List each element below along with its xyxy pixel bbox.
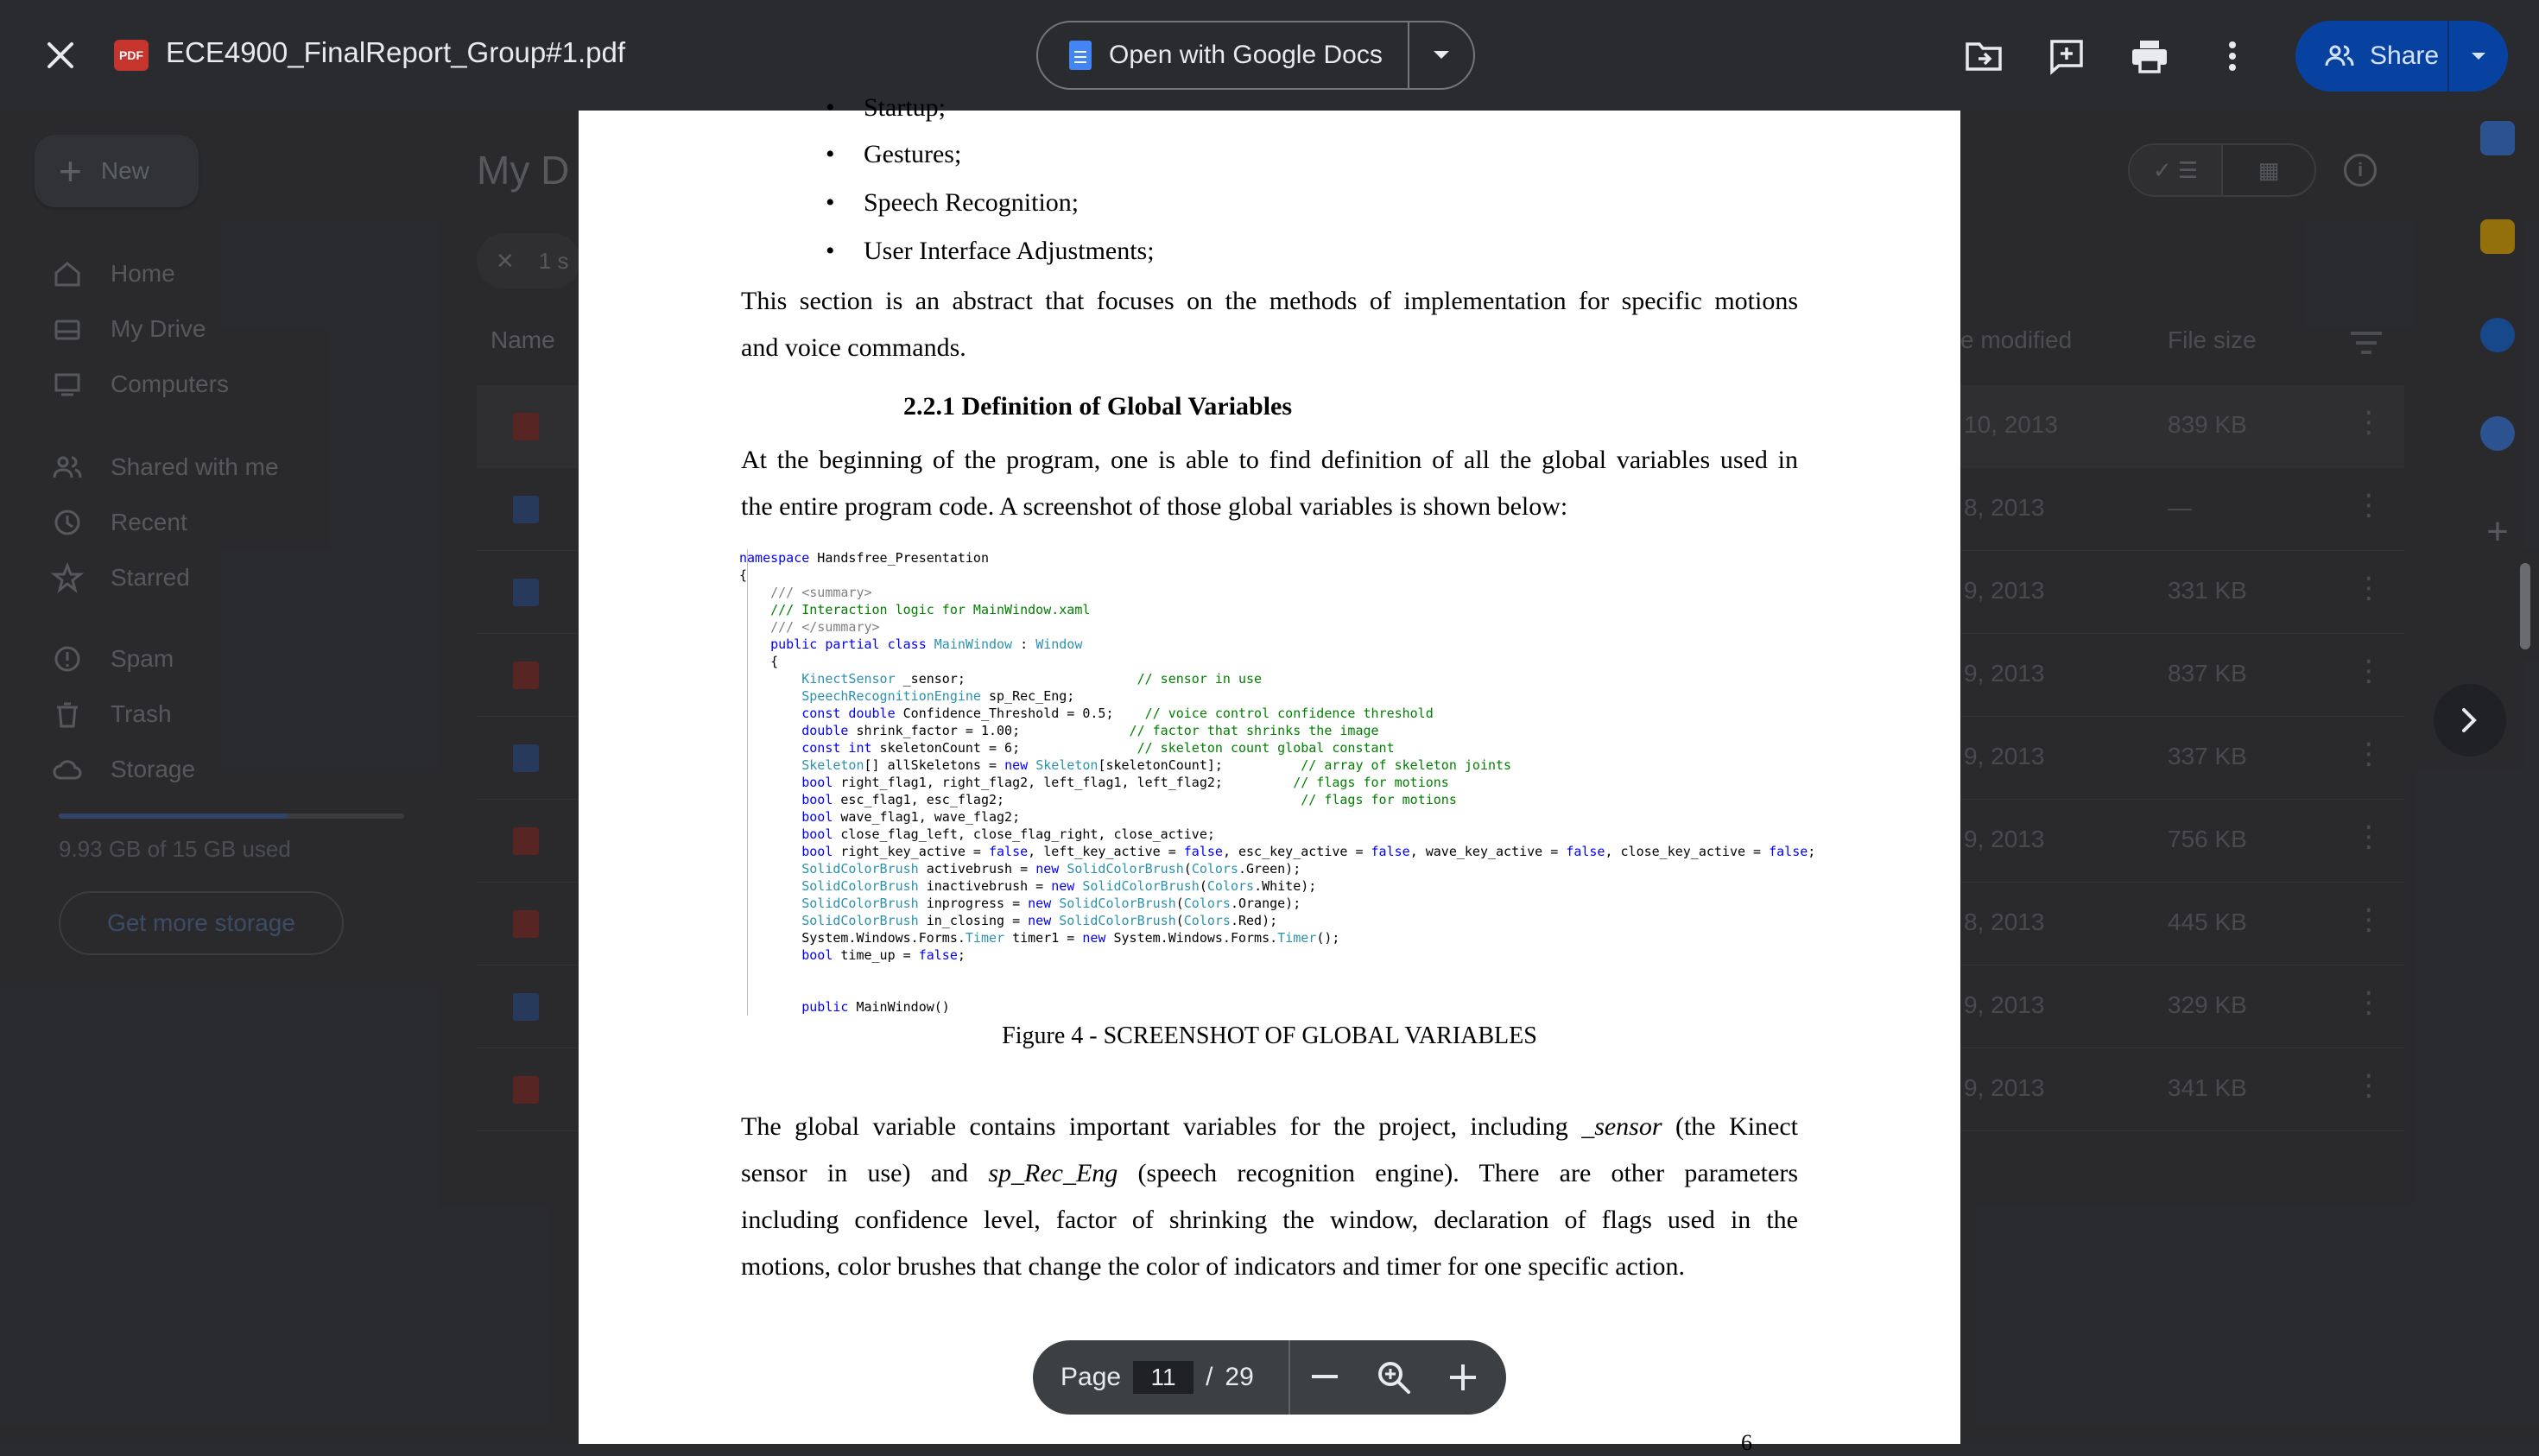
share-button[interactable] [2295, 21, 2508, 92]
zoom-out-icon[interactable] [1290, 1340, 1359, 1415]
file-modified: 9, 2013 [1964, 826, 2045, 852]
paragraph-line: including confidence level, factor of shrinking the window, declaration of flags used in the [741, 1206, 1798, 1234]
list-view-icon[interactable]: ✓ ☰ [2130, 145, 2223, 195]
file-modified: 9, 2013 [1964, 991, 2045, 1018]
file-modified: 10, 2013 [1964, 411, 2058, 438]
file-size: 445 KB [2168, 908, 2247, 935]
sidebar-item-label: Trash [111, 700, 172, 727]
open-with-google-docs[interactable] [1038, 22, 1409, 88]
sidebar-item-label: Computers [111, 370, 229, 397]
row-more-icon[interactable]: ⋮ [2354, 489, 2384, 522]
viewer-topbar [0, 0, 2539, 111]
page-toolbar [1033, 1340, 1506, 1415]
share-dropdown-icon[interactable] [2449, 51, 2508, 61]
file-size: 837 KB [2168, 660, 2247, 687]
file-modified: 9, 2013 [1964, 577, 2045, 604]
file-size: 329 KB [2168, 991, 2247, 1018]
close-selection-icon[interactable]: ✕ [496, 247, 515, 274]
bullet-item: • Gestures; [864, 140, 961, 169]
file-size: 337 KB [2168, 743, 2247, 769]
print-icon[interactable] [2128, 35, 2171, 78]
get-more-storage-button[interactable]: Get more storage [59, 891, 344, 955]
file-modified: 8, 2013 [1964, 908, 2045, 935]
row-more-icon[interactable]: ⋮ [2354, 655, 2384, 687]
bullet-item: • Startup; [864, 93, 946, 123]
file-modified: 9, 2013 [1964, 743, 2045, 769]
paragraph-line: This section is an abstract that focuses on the methods of implementation for specific motions [741, 287, 1798, 315]
code-screenshot-figure: namespace Handsfree_Presentation { /// <summary> /// Interaction logic for MainWindow.xaml /// </summary> public partial class MainWindow : Window { KinectSensor _sensor; // sensor in use SpeechRecognitionEngine sp_Rec_Eng; const double Confidence_Threshold = 0.5; // voice control confidence threshold double shrink_factor = 1.00; // factor that shrinks the image const int skeletonCount = 6; // skeleton count global constant Skeleton[] allSkeletons = new Skeleton[skeletonCount]; // array of skeleton joints bool right_flag1, right_flag2, left_flag1, left_flag2; // flags for motions bool esc_flag1, esc_flag2; // flags for motions bool wave_flag1, wave_flag2; bool close_flag_left, close_flag_right, close_active; bool right_key_active = false, left_key_active = false, esc_key_active = false, wave_key_active = false, close_key_active = false; SolidColorBrush activebrush = new SolidColorBrush(Colors.Green); SolidColorBrush inactivebrush = new SolidColorBrush(Colors.White); SolidColorBrush inprogress = new SolidColorBrush(Colors.Orange); SolidColorBrush in_closing = new SolidColorBrush(Colors.Red); System.Windows.Forms.Timer timer1 = new System.Windows.Forms.Timer(); bool time_up = false; public MainWindow() [739, 550, 1816, 1015]
more-options-icon[interactable] [2211, 35, 2254, 78]
share-people-icon [2325, 45, 2354, 67]
open-with-label: Open with Google Docs [1109, 41, 1383, 69]
sidebar-item-label: Starred [111, 564, 190, 591]
pdf-file-icon: PDF [114, 40, 149, 71]
close-viewer-icon[interactable] [40, 35, 81, 76]
page-label: Page [1061, 1363, 1122, 1391]
row-more-icon[interactable]: ⋮ [2354, 737, 2384, 770]
zoom-fit-icon[interactable] [1359, 1340, 1428, 1415]
share-main[interactable] [2295, 21, 2449, 92]
drive-title: My D [477, 148, 570, 193]
file-size: 341 KB [2168, 1074, 2247, 1101]
bullet-item: • Speech Recognition; [864, 188, 1079, 218]
paragraph-line: The global variable contains important variables for the project, including _sensor (the Kinect [741, 1112, 1798, 1141]
paragraph-line: motions, color brushes that change the color of indicators and timer for one specific action. [741, 1252, 1685, 1281]
grid-view-icon[interactable]: ▦ [2257, 156, 2280, 183]
figure-caption: Figure 4 - SCREENSHOT OF GLOBAL VARIABLES [1002, 1022, 1537, 1049]
column-size[interactable]: File size [2168, 326, 2257, 353]
paragraph-line: sensor in use) and sp_Rec_Eng (speech recognition engine). There are other parameters [741, 1159, 1798, 1187]
pdf-page [579, 93, 1960, 1455]
sidebar-item-label: Recent [111, 509, 187, 535]
info-icon[interactable]: i [2344, 154, 2377, 187]
row-more-icon[interactable]: ⋮ [2354, 572, 2384, 605]
file-size: 331 KB [2168, 577, 2247, 604]
scrollbar-thumb[interactable] [2520, 563, 2530, 649]
row-more-icon[interactable]: ⋮ [2354, 820, 2384, 853]
paragraph-line: At the beginning of the program, one is able to find definition of all the global variables used in [741, 446, 1798, 474]
sidebar-item-label: My Drive [111, 315, 206, 342]
page-indicator [1033, 1340, 1290, 1415]
section-heading: 2.2.1 Definition of Global Variables [903, 392, 1293, 421]
zoom-in-icon[interactable] [1428, 1340, 1497, 1415]
page-number: 6 [1741, 1430, 1752, 1455]
paragraph-line: the entire program code. A screenshot of those global variables is shown below: [741, 492, 1568, 521]
storage-text: 9.93 GB of 15 GB used [59, 836, 291, 862]
next-file-icon[interactable] [2434, 684, 2506, 756]
file-size: 839 KB [2168, 411, 2247, 438]
file-size: 756 KB [2168, 826, 2247, 852]
file-modified: 9, 2013 [1964, 1074, 2045, 1101]
open-with-dropdown-icon[interactable] [1409, 49, 1473, 61]
row-more-icon[interactable]: ⋮ [2354, 903, 2384, 936]
file-title: ECE4900_FinalReport_Group#1.pdf [166, 36, 626, 68]
file-modified: 8, 2013 [1964, 494, 2045, 521]
total-pages: 29 [1225, 1363, 1254, 1391]
add-app-icon[interactable]: + [2486, 510, 2509, 553]
selection-count: 1 s [538, 247, 569, 274]
move-to-folder-icon[interactable] [1962, 35, 2005, 78]
sidebar-item-label: Spam [111, 645, 174, 672]
bullet-item: • User Interface Adjustments; [864, 237, 1155, 266]
sidebar-item-label: Storage [111, 756, 196, 782]
row-more-icon[interactable]: ⋮ [2354, 1069, 2384, 1102]
row-more-icon[interactable]: ⋮ [2354, 986, 2384, 1019]
sidebar-item-label: Shared with me [111, 453, 279, 480]
plus-icon: + [59, 149, 82, 193]
sidebar-item-label: Home [111, 260, 175, 287]
row-more-icon[interactable]: ⋮ [2354, 406, 2384, 439]
page-separator: / [1206, 1363, 1213, 1391]
page-number-input[interactable] [1133, 1361, 1194, 1394]
paragraph-line: and voice commands. [741, 333, 966, 362]
column-name[interactable]: Name [491, 326, 555, 353]
google-docs-icon [1069, 41, 1092, 70]
share-label: Share [2370, 41, 2440, 70]
add-comment-icon[interactable] [2045, 35, 2088, 78]
open-with-button[interactable] [1036, 21, 1475, 90]
file-size: — [2168, 494, 2192, 521]
new-button-label: New [100, 157, 149, 184]
column-modified[interactable]: e modified [1960, 326, 2073, 353]
file-modified: 9, 2013 [1964, 660, 2045, 687]
